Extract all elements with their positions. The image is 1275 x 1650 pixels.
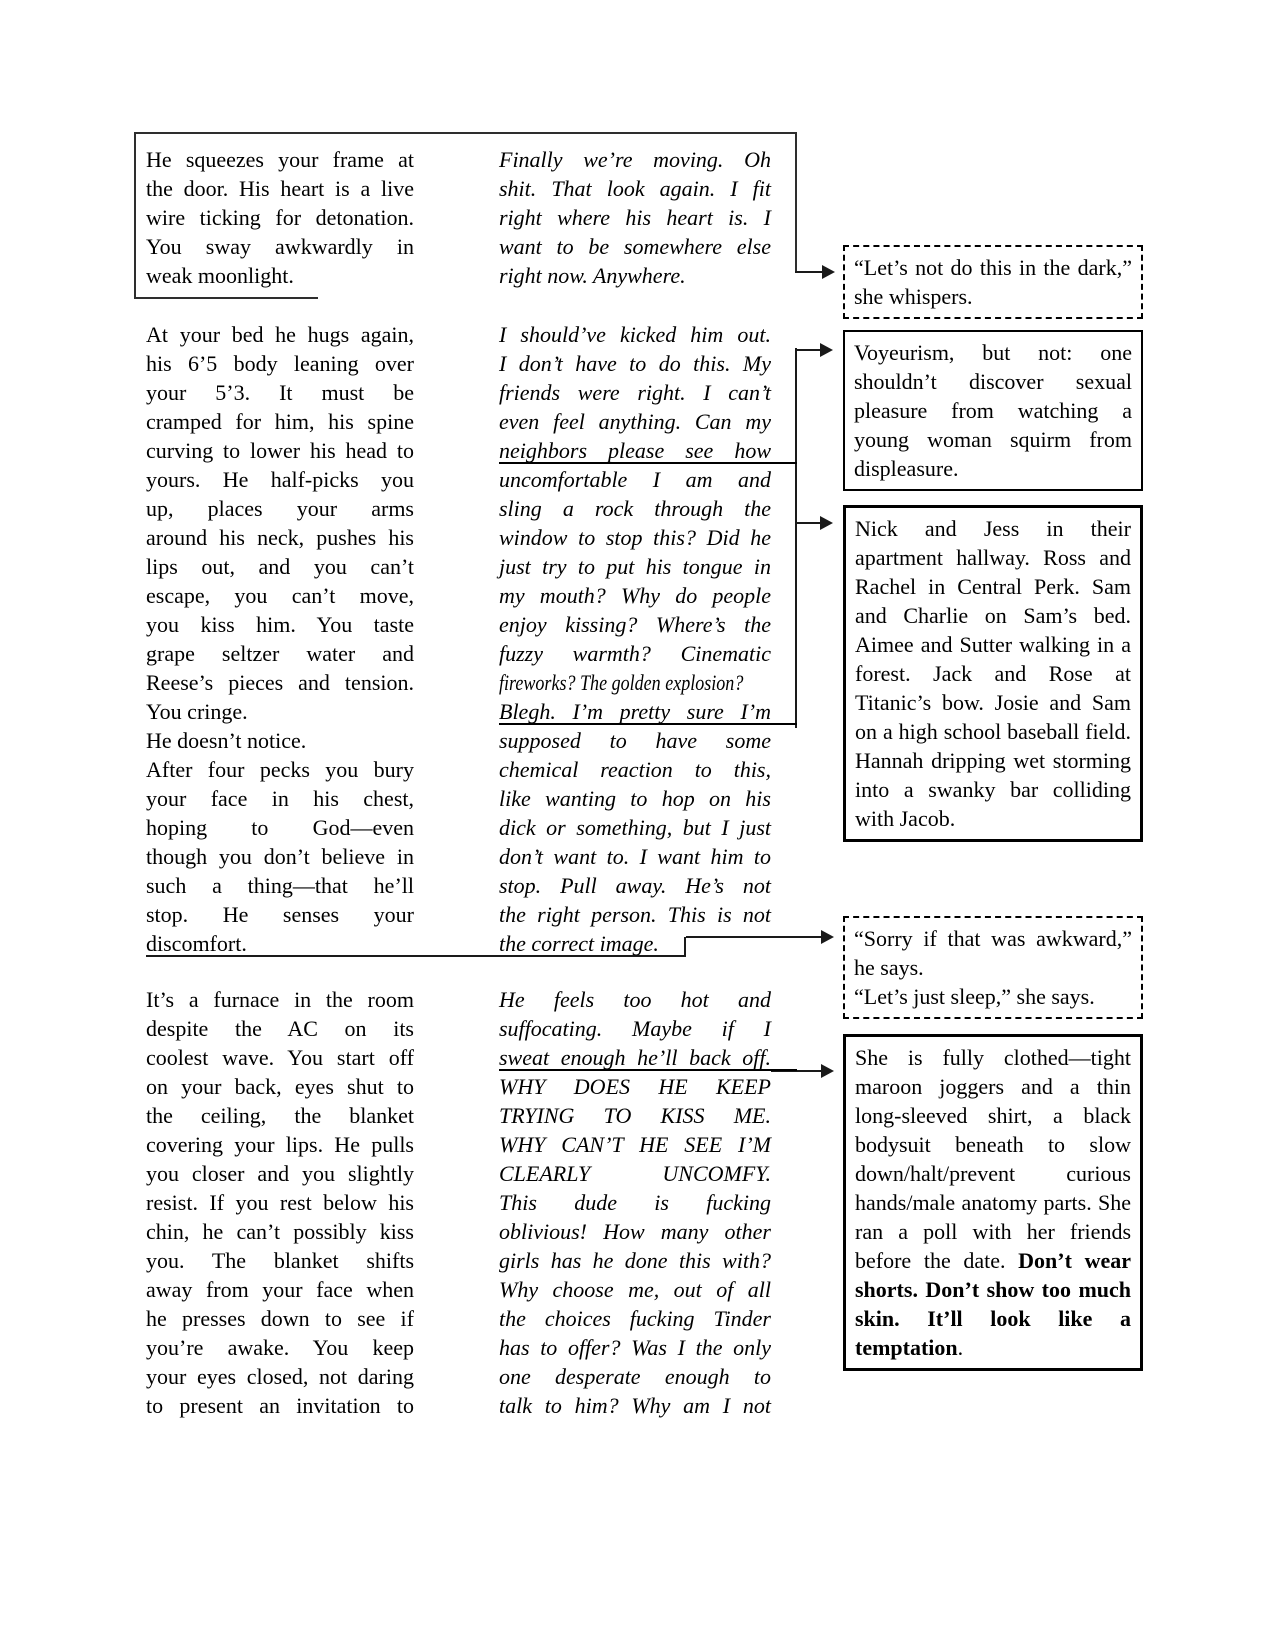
annotation-box-solid-2 — [843, 330, 1143, 491]
text-line: He doesn’t notice. — [146, 728, 307, 753]
text-line: I don’t have to do this. My — [499, 351, 771, 376]
text-line: TRYING TO KISS ME. — [499, 1103, 771, 1128]
text-line: I should’ve kicked him out. — [499, 322, 771, 347]
text-line: your face in his chest, — [146, 786, 414, 811]
text-line: you closer and you slightly — [146, 1161, 414, 1186]
text-line: such a thing—that he’ll — [146, 873, 414, 898]
arrow-icon-box4 — [821, 930, 834, 944]
text-line: cramped for him, his spine — [146, 409, 414, 434]
text-line: You sway awkwardly in — [146, 234, 414, 259]
text-line: chin, he can’t possibly kiss — [146, 1219, 414, 1244]
monologue-paragraph-2 — [499, 320, 771, 958]
arrow-icon-box1 — [822, 265, 835, 279]
monologue-paragraph-3 — [499, 985, 771, 1420]
annotation-box-dashed-1 — [843, 245, 1143, 319]
text-line: your 5’3. It must be — [146, 380, 414, 405]
annotation-text — [855, 1043, 1131, 1362]
annotation-text: Nick and Jess in their apartment hallway. Ross and Rachel in Central Perk. Sam and Charlie on Sam’s bed. Aimee and Sutter walking in a forest. Jack and Rose at Titanic’s bow. Josie and Sam on a high school baseball field. Hannah dripping wet storming into a swanky bar colliding with Jacob. — [855, 516, 1131, 831]
text-line: to present an invitation to — [146, 1393, 414, 1418]
frame-box-bottom-left-border — [134, 297, 318, 299]
text-line: WHY CAN’T HE SEE I’M — [499, 1132, 771, 1157]
text-line: curving to lower his head to — [146, 438, 414, 463]
monologue-paragraph-1 — [499, 145, 771, 290]
text-line: suffocating. Maybe if I — [499, 1016, 771, 1041]
text-line: your eyes closed, not daring — [146, 1364, 414, 1389]
text-line: It’s a furnace in the room — [146, 987, 414, 1012]
bracket-vertical-line — [795, 348, 797, 728]
annotation-text: “Let’s just sleep,” she says. — [854, 984, 1095, 1009]
frame-box-right-border — [795, 132, 797, 273]
arrow-icon-box3 — [820, 516, 833, 530]
text-line: covering your lips. He pulls — [146, 1132, 414, 1157]
text-line: Finally we’re moving. Oh — [499, 147, 771, 172]
text-line: weak moonlight. — [146, 263, 294, 288]
text-line: the door. His heart is a live — [146, 176, 414, 201]
text-line: He feels too hot and — [499, 987, 771, 1012]
annotation-box-solid-5 — [843, 1034, 1143, 1371]
text-line: dick or something, but I just — [499, 815, 771, 840]
annotation-text-period: . — [957, 1335, 964, 1360]
annotation-box-dashed-4 — [843, 916, 1143, 1019]
text-line: girls has he done this with? — [499, 1248, 771, 1273]
annotation-text: “Sorry if that was awkward,” he says. — [854, 926, 1132, 980]
text-line: hoping to God—even — [146, 815, 414, 840]
text-line: Reese’s pieces and tension. — [146, 670, 414, 695]
text-line: window to stop this? Did he — [499, 525, 771, 550]
text-line: his 6’5 body leaning over — [146, 351, 414, 376]
text-line: lips out, and you can’t — [146, 554, 414, 579]
arrow-icon-box2 — [820, 343, 833, 357]
narrative-paragraph-1 — [146, 145, 414, 290]
text-line: He squeezes your frame at — [146, 147, 414, 172]
text-line: stop. He senses your — [146, 902, 414, 927]
text-line: After four pecks you bury — [146, 757, 414, 782]
text-line: on your back, eyes shut to — [146, 1074, 414, 1099]
text-line: you’re awake. You keep — [146, 1335, 414, 1360]
text-line: supposed to have some — [499, 728, 771, 753]
text-line: though you don’t believe in — [146, 844, 414, 869]
text-line: the correct image. — [499, 931, 659, 956]
text-line: want to be somewhere else — [499, 234, 771, 259]
text-line: fuzzy warmth? Cinematic — [499, 641, 771, 666]
text-line: resist. If you rest below his — [146, 1190, 414, 1215]
narrative-paragraph-2 — [146, 320, 414, 958]
annotation-box-solid-3 — [843, 505, 1143, 842]
text-line: has to offer? Was I the only — [499, 1335, 771, 1360]
text-line: grape seltzer water and — [146, 641, 414, 666]
annotation-text: Voyeurism, but not: one shouldn’t discover sexual pleasure from watching a young woman squirm from displeasure. — [854, 340, 1132, 481]
annotation-text-normal: She is fully clothed—tight maroon joggers and a thin long-sleeved shirt, a black bodysuit beneath to slow down/halt/prevent curious hands/male anatomy parts. She ran a poll with her friends before the date. — [855, 1045, 1131, 1273]
text-line: enjoy kissing? Where’s the — [499, 612, 771, 637]
text-line — [499, 668, 771, 697]
text-line: yours. He half-picks you — [146, 467, 414, 492]
text-line: neighbors please see how — [499, 438, 771, 463]
text-line: around his neck, pushes his — [146, 525, 414, 550]
text-line: up, places your arms — [146, 496, 414, 521]
frame-box-left-border — [134, 132, 136, 299]
frame-box-top-border — [134, 132, 797, 134]
text-line: right where his heart is. I — [499, 205, 771, 230]
text-line: talk to him? Why am I not — [499, 1393, 771, 1418]
text-line: my mouth? Why do people — [499, 583, 771, 608]
condensed-text-line: fireworks? The golden explosion? — [499, 670, 744, 695]
text-line: like wanting to hop on his — [499, 786, 771, 811]
text-line: away from your face when — [146, 1277, 414, 1302]
text-line: uncomfortable I am and — [499, 467, 771, 492]
text-line: shit. That look again. I fit — [499, 176, 771, 201]
text-line: even feel anything. Can my — [499, 409, 771, 434]
text-line: he presses down to see if — [146, 1306, 414, 1331]
text-line: stop. Pull away. He’s not — [499, 873, 771, 898]
connector-line-to-box3 — [797, 522, 821, 524]
text-line: don’t want to. I want him to — [499, 844, 771, 869]
text-line: sling a rock through the — [499, 496, 771, 521]
text-line: you kiss him. You taste — [146, 612, 414, 637]
text-line: the right person. This is not — [499, 902, 771, 927]
text-line: despite the AC on its — [146, 1016, 414, 1041]
text-line: escape, you can’t move, — [146, 583, 414, 608]
text-line: CLEARLY UNCOMFY. — [499, 1161, 771, 1186]
text-line: This dude is fucking — [499, 1190, 771, 1215]
text-line: the choices fucking Tinder — [499, 1306, 771, 1331]
text-line: one desperate enough to — [499, 1364, 771, 1389]
text-line: just try to put his tongue in — [499, 554, 771, 579]
text-line: coolest wave. You start off — [146, 1045, 414, 1070]
annotation-text: “Let’s not do this in the dark,” she whispers. — [854, 255, 1132, 309]
connector-line-to-box2 — [797, 349, 821, 351]
arrow-icon-box5 — [821, 1064, 834, 1078]
narrative-paragraph-3 — [146, 985, 414, 1420]
text-line: the ceiling, the blanket — [146, 1103, 414, 1128]
text-line: friends were right. I can’t — [499, 380, 771, 405]
connector-line-to-box1 — [795, 271, 822, 273]
text-line: chemical reaction to this, — [499, 757, 771, 782]
text-line: Blegh. I’m pretty sure I’m — [499, 699, 771, 724]
annotation-text-bold: Don’t wear shorts. Don’t show too much skin. It’ll look like a temptation — [855, 1248, 1131, 1360]
text-line: At your bed he hugs again, — [146, 322, 414, 347]
text-line: discomfort. — [146, 931, 247, 956]
text-line: sweat enough he’ll back off. — [499, 1045, 771, 1070]
text-line: Why choose me, out of all — [499, 1277, 771, 1302]
text-line: oblivious! How many other — [499, 1219, 771, 1244]
text-line: wire ticking for detonation. — [146, 205, 414, 230]
text-line: you. The blanket shifts — [146, 1248, 414, 1273]
text-line: WHY DOES HE KEEP — [499, 1074, 771, 1099]
text-line: You cringe. — [146, 699, 248, 724]
text-line: right now. Anywhere. — [499, 263, 686, 288]
